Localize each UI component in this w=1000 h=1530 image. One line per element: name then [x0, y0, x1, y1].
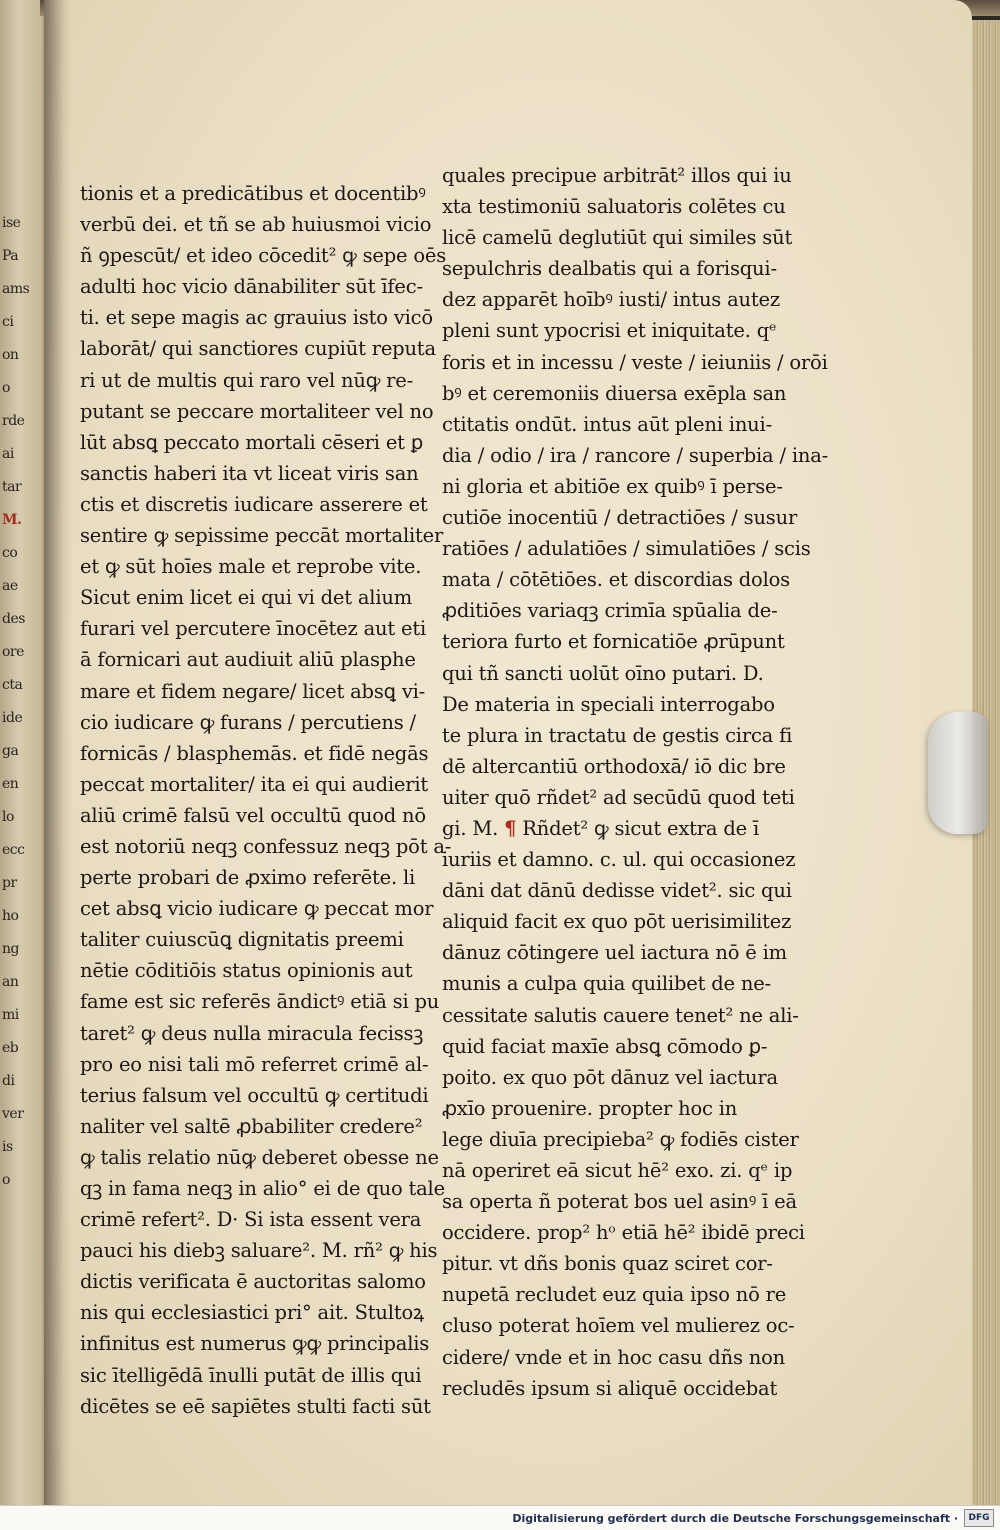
facing-page-sliver: [0, 0, 48, 1505]
text-line: gi. M. ¶ Rñdet² ꝙ sicut extra de ī: [442, 816, 760, 840]
text-line: dē altercantiū orthodoxā/ iō dic bre: [442, 754, 786, 778]
text-line: occidere. prop² hᵒ etiā hē² ibidē preci: [442, 1221, 805, 1245]
text-line: ri ut de multis qui raro vel nūꝙ re-: [80, 368, 414, 392]
text-line: verbū dei. et tñ se ab huiusmoi vicio: [80, 213, 432, 237]
text-line: aliquid facit ex quo pōt uerisimilitez: [442, 910, 792, 934]
text-line: quales precipue arbitrāt² illos qui iu: [442, 164, 792, 187]
text-line: peccat mortaliter/ ita ei qui audierit: [80, 772, 429, 796]
text-line: Sicut enim licet ei qui vi det alium: [80, 586, 413, 610]
facing-page-fragment: ore: [2, 644, 24, 660]
text-line: cio iudicare ꝙ furans / percutiens /: [80, 710, 416, 734]
page-clip: [928, 712, 988, 834]
text-line: pitur. vt dñs bonis quaz sciret cor-: [442, 1252, 773, 1276]
text-line: fame est sic referēs āndictꝰ etiā si pu: [80, 990, 440, 1014]
dfg-logo: DFG: [964, 1509, 994, 1527]
right-text-column: [442, 160, 829, 1404]
text-line: quid faciat maxīe absꝗ cōmodo ꝑ-: [442, 1034, 768, 1058]
facing-page-fragment: M.: [2, 512, 22, 528]
text-line: fornicās / blasphemās. et fidē negās: [80, 741, 429, 765]
text-line: iuriis et damno. c. ul. qui occasionez: [442, 848, 796, 872]
text-line: pauci his diebꝫ saluare². M. rñ² ꝙ his: [80, 1239, 438, 1263]
text-line: dia / odio / ira / rancore / superbia / ina-: [442, 443, 829, 467]
text-line: te plura in tractatu de gestis circa fi: [442, 723, 793, 747]
text-line: naliter vel saltē ꝓbabiliter credere²: [80, 1114, 423, 1138]
text-line: furari vel percutere īnocētez aut eti: [80, 617, 427, 641]
text-line: ctis et discretis iudicare asserere et: [80, 492, 428, 516]
text-line: bꝰ et ceremoniis diuersa exēpla san: [442, 381, 787, 405]
gutter-shadow: [44, 0, 72, 1505]
facing-page-fragment: ai: [2, 446, 14, 462]
text-line: cessitate salutis cauere tenet² ne ali-: [442, 1003, 799, 1027]
text-line: ti. et sepe magis ac grauius isto vicō: [80, 306, 433, 330]
facing-page-fragment: ga: [2, 743, 19, 759]
facing-page-fragment: ecc: [2, 842, 25, 858]
text-line: lege diuīa precipieba² ꝙ fodiēs cister: [442, 1127, 799, 1151]
left-text-column: [80, 178, 452, 1422]
facing-page-fragment: pr: [2, 875, 17, 891]
text-line: ctitatis ondūt. intus aūt pleni inui-: [442, 412, 772, 436]
text-line: tionis et a predicātibus et docentibꝰ: [80, 182, 426, 205]
text-line: ratiōes / adulatiōes / simulatiōes / scis: [442, 537, 811, 561]
facing-page-fragment: tar: [2, 479, 22, 495]
text-line: mare et fidem negare/ licet absꝗ vi-: [80, 679, 426, 703]
text-line: ꝓxīo prouenire. propter hoc in: [442, 1096, 738, 1120]
text-line: est notoriū neqꝫ confessuz neqꝫ pōt a-: [80, 834, 452, 858]
text-line: foris et in incessu / veste / ieiuniis / orōi: [442, 350, 828, 374]
facing-page-fragment: ide: [2, 710, 23, 726]
text-line: sic ītelligēdā īnulli putāt de illis qui: [80, 1363, 422, 1387]
text-line: nupetā recludet euz quia ipso nō re: [442, 1283, 787, 1307]
text-line: teriora furto et fornicatiōe ꝓrūpunt: [442, 630, 785, 654]
facing-page-fragment: an: [2, 974, 19, 990]
text-line: poito. ex quo pōt dānuz vel iactura: [442, 1065, 778, 1089]
text-line: nā operiret eā sicut hē² exo. zi. qᵉ ip: [442, 1159, 793, 1182]
funding-credit: Digitalisierung gefördert durch die Deutsche Forschungsgemeinschaft ·: [512, 1511, 958, 1525]
text-line: cutiōe inocentiū / detractiōes / susur: [442, 506, 798, 530]
facing-page-fragment: o: [2, 1172, 10, 1188]
facing-page-fragment: o: [2, 380, 10, 396]
facing-page-fragment: eb: [2, 1040, 19, 1056]
facing-page-fragment: ho: [2, 908, 19, 924]
facing-page-fragment: cta: [2, 677, 23, 693]
footer-bar: [0, 1505, 1000, 1530]
text-line: munis a culpa quia quilibet de ne-: [442, 972, 771, 996]
facing-page-fragment: des: [2, 611, 25, 627]
text-line: dez apparēt hoībꝰ iusti/ intus autez: [442, 288, 780, 312]
text-line: laborāt/ qui sanctiores cupiūt reputa: [80, 337, 436, 361]
facing-page-fragment: ver: [2, 1106, 24, 1122]
text-line: pleni sunt ypocrisi et iniquitate. qᵉ: [442, 319, 777, 343]
text-line: De materia in speciali interrogabo: [442, 692, 775, 716]
facing-page-fragment: en: [2, 776, 19, 792]
facing-page-fragment: ci: [2, 314, 14, 330]
facing-page-fragment: rde: [2, 413, 25, 429]
text-line: dicētes se eē sapiētes stulti facti sūt: [80, 1394, 431, 1418]
text-line: uiter quō rñdet² ad secūdū quod teti: [442, 785, 795, 809]
text-line: pro eo nisi tali mō referret crimē al-: [80, 1052, 429, 1076]
text-line: et ꝙ sūt hoīes male et reprobe vite.: [80, 555, 422, 579]
text-line: dictis verificata ē auctoritas salomo: [80, 1270, 426, 1294]
text-line: taliter cuiuscūꝗ dignitatis preemi: [80, 928, 404, 952]
facing-page-fragment: co: [2, 545, 18, 561]
facing-page-fragment: mi: [2, 1007, 19, 1023]
text-line: sentire ꝙ sepissime peccāt mortaliter: [80, 524, 444, 548]
text-line: taret² ꝙ deus nulla miracula fecissꝫ: [80, 1021, 424, 1045]
text-line: cidere/ vnde et in hoc casu dñs non: [442, 1345, 786, 1369]
text-line: cet absꝗ vicio iudicare ꝙ peccat mor: [80, 897, 434, 921]
text-line: nētie cōditiōis status opinionis aut: [80, 959, 413, 983]
text-line: qui tñ sancti uolūt oīno putari. D.: [442, 661, 764, 685]
text-line: aliū crimē falsū vel occultū quod nō: [80, 803, 426, 827]
text-line: nis qui ecclesiastici pri° ait. Stultoꝝ: [80, 1301, 425, 1325]
text-line: sa operta ñ poterat bos uel asinꝰ ī eā: [442, 1190, 797, 1214]
text-line: ꝓditiōes variaqꝫ crimīa spūalia de-: [442, 599, 778, 623]
text-line: perte probari de ꝓximo referēte. li: [80, 866, 416, 890]
text-line: sanctis haberi ita vt liceat viris san: [80, 461, 419, 485]
text-line: cluso poterat hoīem vel mulierez oc-: [442, 1314, 795, 1338]
facing-page-fragment: lo: [2, 809, 14, 825]
text-line: recludēs ipsum si aliquē occidebat: [442, 1376, 778, 1400]
text-line: mata / cōtētiōes. et discordias dolos: [442, 568, 790, 592]
text-line: adulti hoc vicio dānabiliter sūt īfec-: [80, 275, 423, 299]
text-line: sepulchris dealbatis qui a forisqui-: [442, 257, 777, 281]
facing-page-fragment: ng: [2, 941, 19, 957]
facing-page-fragment: di: [2, 1073, 15, 1089]
text-line: ñ ꝯpescūt/ et ideo cōcedit² ꝙ sepe oēs: [80, 244, 447, 268]
text-line: putant se peccare mortaliteer vel no: [80, 399, 434, 423]
facing-page-fragment: ae: [2, 578, 18, 594]
text-line: ꝙ talis relatio nūꝙ deberet obesse ne: [80, 1145, 439, 1169]
text-line: qꝫ in fama neqꝫ in alio° ei de quo tale: [80, 1177, 445, 1200]
facing-page-fragment: ise: [2, 215, 21, 231]
facing-page-fragment: Pa: [2, 248, 19, 264]
text-line: lūt absꝗ peccato mortali cēseri et ꝑ: [80, 430, 423, 454]
text-line: dānuz cōtingere uel iactura nō ē im: [442, 941, 787, 965]
text-line: xta testimoniū saluatoris colētes cu: [442, 195, 786, 219]
facing-page-fragment: on: [2, 347, 19, 363]
text-line: licē camelū deglutiūt qui similes sūt: [442, 226, 793, 250]
text-line: infinitus est numerus ꝙꝙ principalis: [80, 1332, 430, 1356]
facing-page-fragment: is: [2, 1139, 13, 1155]
text-line: dāni dat dānū dedisse videt². sic qui: [442, 879, 792, 903]
text-line: terius falsum vel occultū ꝙ certitudi: [80, 1083, 429, 1107]
text-line: crimē refert². D· Si ista essent vera: [80, 1208, 422, 1232]
facing-page-fragment: ams: [2, 281, 30, 297]
text-line: ni gloria et abitiōe ex quibꝰ ī perse-: [442, 474, 783, 498]
text-line: ā fornicari aut audiuit aliū plasphe: [80, 648, 416, 672]
